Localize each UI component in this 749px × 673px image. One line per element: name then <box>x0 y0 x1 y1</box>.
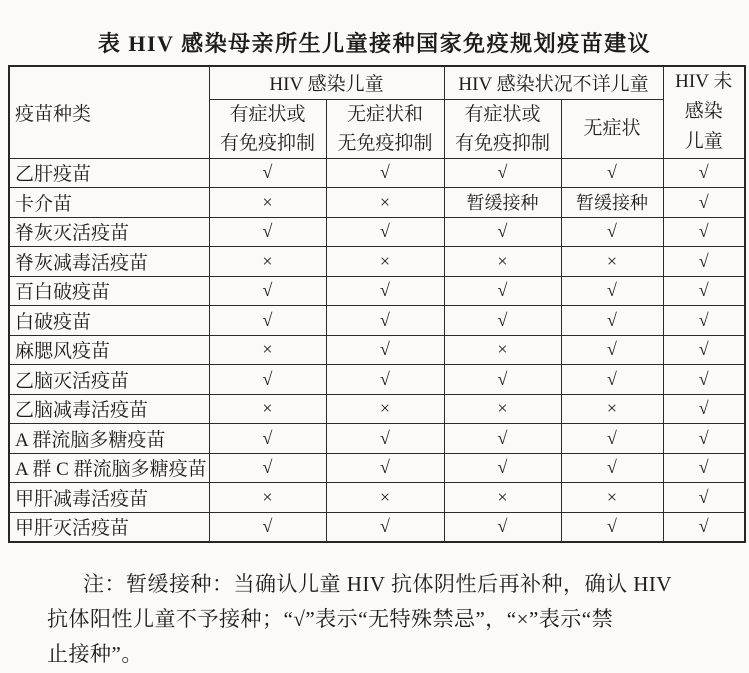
recommendation-cell: √ <box>326 276 444 306</box>
recommendation-cell: √ <box>444 512 561 542</box>
recommendation-cell: √ <box>561 306 663 336</box>
vaccine-name-cell: 甲肝灭活疫苗 <box>9 512 209 542</box>
header-line: 无症状 <box>583 118 641 139</box>
table-row <box>9 217 745 247</box>
subheader-symptomatic-immunosuppressed <box>209 99 326 158</box>
recommendation-cell: √ <box>444 424 561 454</box>
recommendation-cell: √ <box>326 453 444 483</box>
recommendation-cell: √ <box>561 217 663 247</box>
header-group-row <box>9 66 745 99</box>
column-header-vaccine-type: 疫苗种类 <box>9 66 209 158</box>
table-row <box>9 512 745 542</box>
recommendation-cell: √ <box>663 424 745 454</box>
recommendation-cell: × <box>209 483 326 513</box>
table-row <box>9 158 745 188</box>
footnote-line: 抗体阳性儿童不予接种；“√”表示“无特殊禁忌”，“×”表示“禁 <box>47 607 614 631</box>
footnote <box>47 567 719 672</box>
header-line: HIV 未 <box>675 71 733 93</box>
recommendation-cell: √ <box>561 512 663 542</box>
recommendation-cell: √ <box>209 453 326 483</box>
table-row <box>9 306 745 336</box>
header-line: 无症状和 <box>346 103 423 125</box>
table-row <box>9 424 745 454</box>
vaccine-name-cell: 甲肝减毒活疫苗 <box>9 483 209 513</box>
recommendation-cell: √ <box>444 306 561 336</box>
header-line: 感染 <box>684 101 723 123</box>
recommendation-cell: √ <box>444 453 561 483</box>
header-line: 有症状或 <box>229 103 306 125</box>
header-line: 儿童 <box>684 131 723 153</box>
recommendation-cell: 暂缓接种 <box>444 188 561 218</box>
recommendation-cell: √ <box>561 276 663 306</box>
vaccine-name-cell: 白破疫苗 <box>9 306 209 336</box>
vaccine-name-cell: 乙脑减毒活疫苗 <box>9 394 209 424</box>
recommendation-cell: √ <box>209 276 326 306</box>
recommendation-cell: × <box>444 394 561 424</box>
recommendation-cell: 暂缓接种 <box>561 188 663 218</box>
vaccine-recommendation-table <box>8 65 746 543</box>
recommendation-cell: × <box>326 188 444 218</box>
recommendation-cell: √ <box>326 424 444 454</box>
table-row <box>9 188 745 218</box>
recommendation-cell: × <box>326 483 444 513</box>
table-row <box>9 483 745 513</box>
recommendation-cell: × <box>209 335 326 365</box>
recommendation-cell: √ <box>663 365 745 395</box>
vaccine-name-cell: A 群流脑多糖疫苗 <box>9 424 209 454</box>
recommendation-cell: √ <box>663 158 745 188</box>
recommendation-cell: √ <box>326 335 444 365</box>
recommendation-cell: √ <box>561 365 663 395</box>
vaccine-name-cell: A 群 C 群流脑多糖疫苗 <box>9 453 209 483</box>
recommendation-cell: √ <box>663 512 745 542</box>
subheader-asymptomatic <box>561 99 663 158</box>
recommendation-cell: × <box>561 394 663 424</box>
recommendation-cell: √ <box>561 424 663 454</box>
recommendation-cell: √ <box>663 188 745 218</box>
recommendation-cell: √ <box>326 306 444 336</box>
vaccine-name-cell: 乙脑灭活疫苗 <box>9 365 209 395</box>
recommendation-cell: √ <box>561 335 663 365</box>
recommendation-cell: √ <box>663 276 745 306</box>
vaccine-name-cell: 脊灰减毒活疫苗 <box>9 247 209 277</box>
vaccine-name-cell: 百白破疫苗 <box>9 276 209 306</box>
recommendation-cell: √ <box>444 365 561 395</box>
recommendation-cell: × <box>444 335 561 365</box>
recommendation-cell: × <box>326 247 444 277</box>
recommendation-cell: √ <box>663 247 745 277</box>
recommendation-cell: √ <box>663 335 745 365</box>
recommendation-cell: × <box>209 394 326 424</box>
header-line: 有免疫抑制 <box>219 132 315 154</box>
vaccine-name-cell: 麻腮风疫苗 <box>9 335 209 365</box>
vaccine-name-cell: 乙肝疫苗 <box>9 158 209 188</box>
column-header-hiv-uninfected-children <box>663 66 745 158</box>
footnote-line: 注：暂缓接种：当确认儿童 HIV 抗体阴性后再补种，确认 HIV <box>83 572 673 596</box>
table-row <box>9 394 745 424</box>
vaccine-name-cell: 卡介苗 <box>9 188 209 218</box>
recommendation-cell: √ <box>444 276 561 306</box>
recommendation-cell: √ <box>209 365 326 395</box>
table-header <box>9 66 745 158</box>
recommendation-cell: × <box>561 483 663 513</box>
recommendation-cell: × <box>561 247 663 277</box>
table-row <box>9 335 745 365</box>
recommendation-cell: √ <box>663 394 745 424</box>
recommendation-cell: √ <box>209 217 326 247</box>
recommendation-cell: √ <box>209 158 326 188</box>
recommendation-cell: × <box>326 394 444 424</box>
recommendation-cell: × <box>444 483 561 513</box>
header-line: 有症状或 <box>464 103 541 125</box>
vaccine-name-cell: 脊灰灭活疫苗 <box>9 217 209 247</box>
subheader-symptomatic-immunosuppressed-unknown <box>444 99 561 158</box>
table-row <box>9 247 745 277</box>
group-header-hiv-status-unknown-children: HIV 感染状况不详儿童 <box>444 66 663 99</box>
recommendation-cell: √ <box>326 158 444 188</box>
group-header-hiv-infected-children: HIV 感染儿童 <box>209 66 444 99</box>
table-row <box>9 365 745 395</box>
recommendation-cell: √ <box>444 217 561 247</box>
recommendation-cell: √ <box>663 453 745 483</box>
recommendation-cell: √ <box>209 424 326 454</box>
recommendation-cell: × <box>209 188 326 218</box>
recommendation-cell: √ <box>209 306 326 336</box>
recommendation-cell: √ <box>663 306 745 336</box>
table-title: 表 HIV 感染母亲所生儿童接种国家免疫规划疫苗建议 <box>97 31 652 56</box>
vaccine-table-body <box>9 158 745 542</box>
recommendation-cell: × <box>209 247 326 277</box>
recommendation-cell: √ <box>561 158 663 188</box>
recommendation-cell: √ <box>663 217 745 247</box>
recommendation-cell: √ <box>561 453 663 483</box>
header-line: 有免疫抑制 <box>454 132 550 154</box>
header-line: 无免疫抑制 <box>337 132 433 154</box>
footnote-line: 止接种”。 <box>47 642 143 666</box>
recommendation-cell: √ <box>663 483 745 513</box>
recommendation-cell: √ <box>209 512 326 542</box>
recommendation-cell: √ <box>326 512 444 542</box>
recommendation-cell: × <box>444 247 561 277</box>
table-row <box>9 276 745 306</box>
recommendation-cell: √ <box>326 217 444 247</box>
table-row <box>9 453 745 483</box>
subheader-asymptomatic-no-immunosuppression <box>326 99 444 158</box>
recommendation-cell: √ <box>444 158 561 188</box>
recommendation-cell: √ <box>326 365 444 395</box>
